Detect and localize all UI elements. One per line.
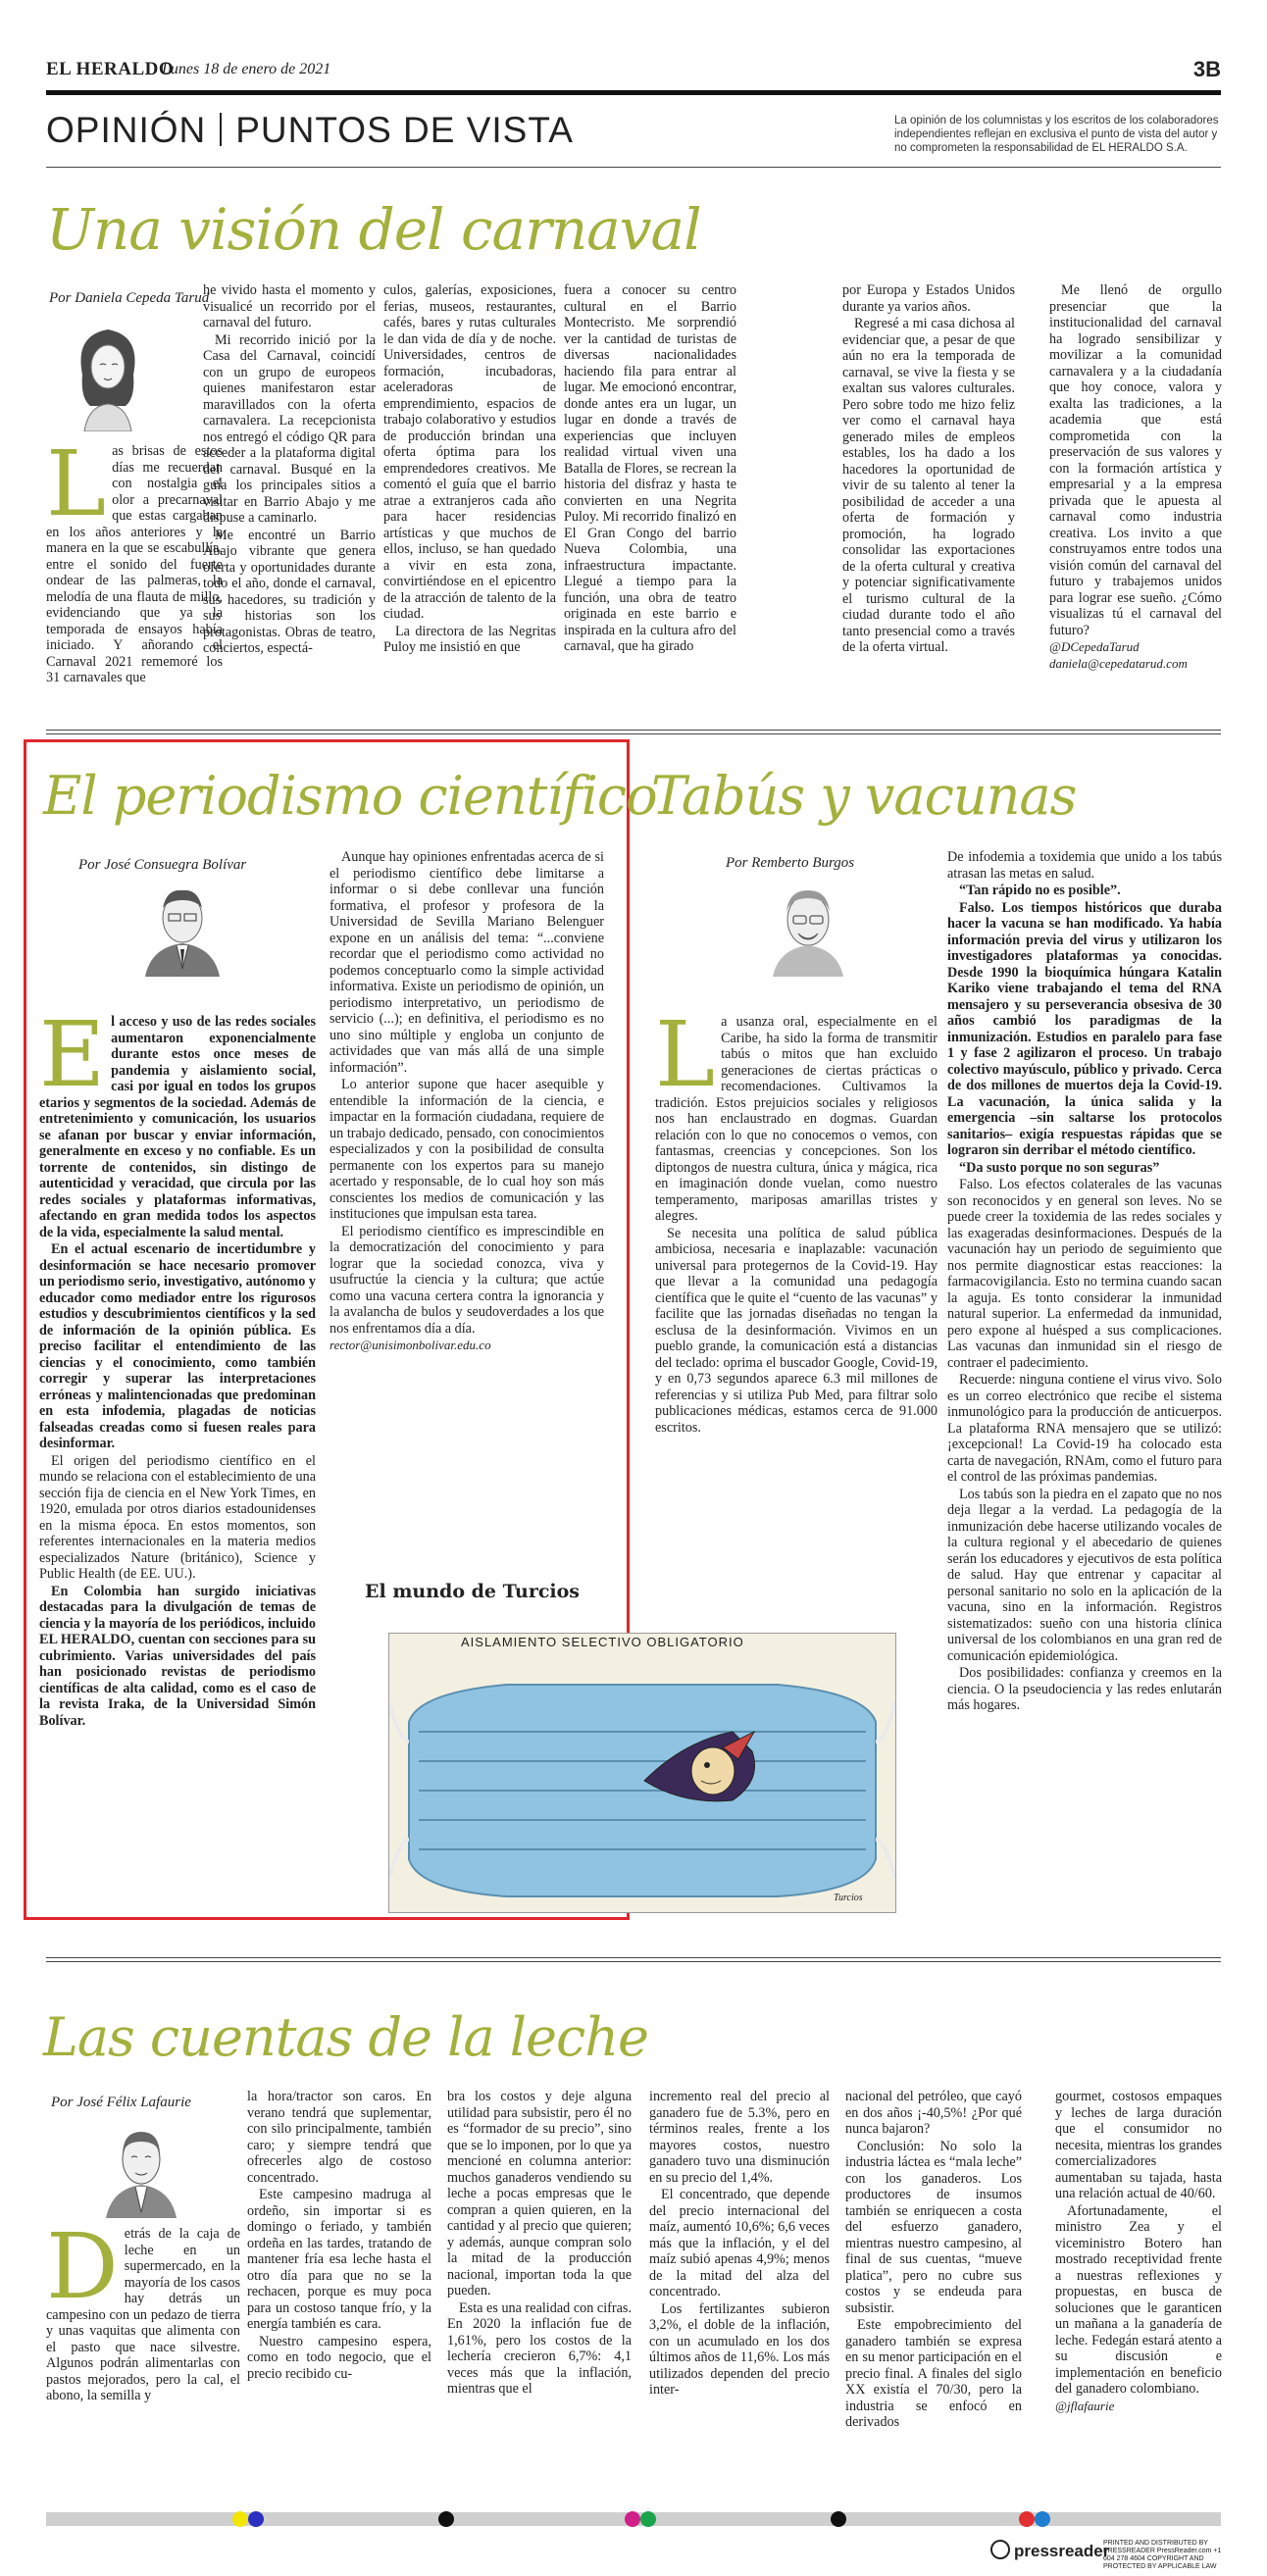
article-headline: Las cuentas de la leche <box>43 2006 648 2068</box>
author-email: daniela@cepedatarud.com <box>1049 655 1188 671</box>
registration-dot <box>625 2511 640 2527</box>
print-color-bar <box>46 2512 1221 2526</box>
paragraph: Este campesino madruga al ordeño, sin importar si es domingo o feriado, y también ordeña en las tardes, tratando de mantener fría esa leche hasta el otro día para que no se la rechacen, porque es muy poca para un costoso tanque frío, y la energía también es cara. <box>247 2187 431 2332</box>
paragraph: por Europa y Estados Unidos durante ya varios años. <box>842 282 1015 315</box>
paragraph: Regresé a mi casa dichosa al evidenciar que, a pesar de que aún no era la temporada de carnaval, se vive la fiesta y se exaltan sus valores culturales. Pero sobre todo me hizo feliz ver como el carnaval haya generado miles de empleos estables, los ha dado a los hacedores la oportunidad de vivir de su talento al tener la posibilidad de acceder a una oferta de formación y promoción, ha logrado consolidar las exportaciones de la oferta cultural y creativa y potenciar significativamente el turismo cultural de la ciudad durante todo el año tanto presencial como a través de la oferta virtual. <box>842 316 1015 655</box>
subheading: “Da susto porque no son seguras” <box>959 1159 1160 1176</box>
article-headline: Una visión del carnaval <box>46 196 701 263</box>
paragraph: Aunque hay opiniones enfrentadas acerca de si el periodismo científico debe limitarse a informar o si debe conllevar una función formativa, el profesor y profesora de la Universidad de Sevilla Mariano Belenguer expone en un análisis del tema: “...conviene recordar que el periodismo como actividad no podemos conceptuarlo como la simple actividad informativa. Existe un periodismo de opinión, un periodismo interpretativo, un periodismo de servicio (...); en definitiva, el periodismo es no uno sino múltiple y engloba un conjunto de actividades que van más allá de una simple información”. <box>329 849 604 1076</box>
paragraph: he vivido hasta el momento y visualicé un recorrido por el carnaval del futuro. <box>203 282 376 330</box>
article-column <box>39 1014 316 1906</box>
author-portrait <box>65 316 151 431</box>
paragraph: bra los costos y deje alguna utilidad para subsistir, pero él no es “formador de su precio”, sino que se lo imponen, por lo que ya mencioné en columna anterior: muchos ganaderos vendiendo su leche a pocas empresas que le compran a quien quieren, en la cantidad y al precio que quieren; y además, aunque compran solo la mitad de la producción nacional, importan toda la que pueden. <box>447 2089 632 2298</box>
article-column <box>842 282 1015 726</box>
cartoonist-signature: Turcios <box>834 1893 863 1903</box>
subheading: “Tan rápido no es posible”. <box>959 883 1121 898</box>
paragraph: Este empobrecimiento del ganadero también se expresa en su menor participación en el precio final. A finales del siglo XX existía el 70/30, pero la industria se enfocó en derivados <box>845 2317 1022 2430</box>
paragraph: Mi recorrido inició por la Casa del Carnaval, coincidí con un grupo de europeos quienes manifestaron estar maravillados con la oferta carnavalera. La recepcionista nos entregó el código QR para acceder a la plataforma digital del carnaval. Busqué en la guía los principales sitios a visitar en Barrio Abajo y me dispuse a caminarlo. <box>203 331 376 526</box>
registration-dot <box>232 2511 248 2527</box>
cartoon-title: El mundo de Turcios <box>365 1581 580 1602</box>
registration-dot <box>1019 2511 1035 2527</box>
paragraph: Lo anterior supone que hacer asequible y entendible la información de la ciencia, e impactar en la formación ciudadana, requiere de un trabajo dedicado, pensado, con conocimientos especializados y con la posibilidad de consulta permanente con los expertos para su manejo acertado y responsable, de lo cual hoy son más conscientes los medios de comunicación y las instituciones que impulsan esta tarea. <box>329 1077 604 1222</box>
article-byline: Por Daniela Cepeda Tarud <box>49 290 210 306</box>
registration-dot <box>1035 2511 1050 2527</box>
section-header <box>46 110 574 151</box>
paragraph: Falso. Los tiempos históricos que duraba hacer la vacuna se han modificado. Ya había información previa del virus y utilizaron los investigadores plataformas ya conocidas. Desde 1990 la bioquímica húngara Katalin Kariko viene trabajando el tema del RNA mensajero y su perseverancia obsesiva de 30 años cambió los paradigmas de la inmunización. Estudios en paralelo para fase 1 y fase 2 agilizaron el proceso. Un trabajo colectivo mayúsculo, público y privado. Cerca de dos millones de muertos deja la Covid-19. La vacunación, la única salida y la emergencia –sin saltarse los protocolos sanitarios– exigía respuestas rápidas que se lograron sin derribar el método científico. <box>947 899 1222 1158</box>
divider <box>46 733 1221 734</box>
paragraph: El periodismo científico es imprescindible en la democratización del conocimiento y para lograr que la sociedad conozca, viva y usufructúe la ciencia y la cultura; que actúe como una vacuna certera contra la ignorancia y la avalancha de bulos y seudoverdades a los que nos enfrentamos día a día. <box>329 1223 604 1337</box>
disclaimer: La opinión de los columnistas y los escritos de los colaboradores independientes reflejan en exclusiva el punto de vista del autor y no comprometen la responsabilidad de EL HERALDO S.A. <box>894 115 1219 154</box>
article-column <box>655 1014 938 1551</box>
paragraph: Conclusión: No solo la industria láctea es “mala leche” con los ganaderos. Los productores de insumos también se enriquecen a costa del esfuerzo ganadero, mientras nuestro campesino, al final de sus cuentas, “mueve platica”, pero no cubre sus costos y se endeuda para subsistir. <box>845 2138 1022 2316</box>
section-divider <box>220 113 222 146</box>
paragraph: El concentrado, que depende del precio internacional del maíz, aumentó 10,6%; 6,6 veces más que la inflación, y el del maíz subió apenas 4,9%; menos de la mitad del alza del concentrado. <box>649 2187 830 2299</box>
paragraph: En Colombia han surgido iniciativas destacadas para la divulgación de temas de ciencia y la mayoría de los periódicos, incluido EL HERALDO, cuentan con secciones para su cubrimiento. Varias universidades del país han posicionado revistas de periodismo científicas de alta calidad, como es el caso de la revista Iraka, de la Universidad Simón Bolívar. <box>39 1583 316 1729</box>
paragraph: nacional del petróleo, que cayó en dos años ¡-40,5%! ¿Por qué nunca bajaron? <box>845 2089 1022 2137</box>
article-byline: Por José Consuegra Bolívar <box>78 857 247 873</box>
article-column <box>1049 282 1222 726</box>
pressreader-icon <box>990 2540 1010 2559</box>
paragraph: l acceso y uso de las redes sociales aumentaron exponencialmente durante estos once meses de pandemia y aislamiento social, casi por igual en todos los grupos etarios y segmentos de la sociedad. Además de entretenimiento y comunicación, los usuarios se afanan por buscar y enviar información, generalmente en exceso y no confiable. Es un torrente de contenidos, sin distingo de autenticidad y veracidad, que circula por las redes sociales y plataformas informativas, afectando en gran medida todos los aspectos de la vida, especialmente la salud mental. <box>39 1014 316 1240</box>
divider <box>46 1961 1221 1962</box>
article-column <box>203 282 376 726</box>
paragraph: Los fertilizantes subieron 3,2%, el doble de la inflación, con un acumulado en los dos últimos años de 11,6%. Los más utilizados dependen del precio inter- <box>649 2300 830 2398</box>
paragraph: Falso. Los efectos colaterales de las vacunas son reconocidos y en general son leves. No se puede creer la toxidemia de las redes sociales y las exageradas desinformaciones. Después de la vacunación hay un periodo de seguimiento que nos permite diagnosticar estas reacciones: la farmacovigilancia. Esto no termina cuando sacan la aguja. Es tonto considerar la inmunidad natural superior. La enfermedad da inmunidad, pero expone al huésped a sus complicaciones. Las vacunas dan inmunidad sin el riesgo de contraer el padecimiento. <box>947 1177 1222 1371</box>
paragraph: fuera a conocer su centro cultural en el Barrio Montecristo. Me sorprendió ver la cantidad de turistas de diversas nacionalidades haciendo fila para entrar al lugar. Me emocionó encontrar, donde antes era un lugar, un lugar en donde a través de experiencias que incluyen realidad virtual viven una Batalla de Flores, se recrean la historia del disfraz y hasta te convierten en una Negrita Puloy. Mi recorrido finalizó en El Gran Congo del barrio Nueva Colombia, una infraestructura impactante. Llegué a tiempo para la función, una obra de teatro originada en este barrio e inspirada en la cultura afro del carnaval, que ha girado <box>564 282 736 654</box>
paragraph: Afortunadamente, el ministro Zea y el viceministro Botero han mostrado receptividad frente a nuestras reflexiones y propuestas, en busca de soluciones que le garanticen un mañana a la ganadería de leche. Fedegán estará atento a su discusión e implementación en beneficio del ganadero colombiano. <box>1055 2202 1222 2397</box>
paragraph: culos, galerías, exposiciones, ferias, museos, restaurantes, cafés, bares y rutas culturales le dan vida de día y de noche. Universidades, centros de formación, incubadoras, aceleradoras de emprendimiento, espacios de trabajo colaborativo y estudios de producción brindan una oferta óptima para los emprendedores creativos. Me comentó el guía que el barrio atrae a extranjeros cada año para hacer residencias artísticas y que muchos de ellos, incluso, se han quedado a vivir en esta zona, convirtiéndose en el epicentro de la atracción de talento de la ciudad. <box>383 282 556 622</box>
article-column <box>947 849 1222 1908</box>
paragraph: incremento real del precio al ganadero fue de 5.3%, pero en términos reales, frente a los mayores costos, nuestro ganadero tuvo una disminución en su precio del 1,4%. <box>649 2089 830 2186</box>
article-column <box>1055 2089 1222 2510</box>
article-column <box>329 849 604 1581</box>
paragraph: etrás de la caja de leche en un supermercado, en la mayoría de los casos hay detrás un campesino con un pedazo de tierra y unas vaquitas que alimenta con el pasto que nace silvestre. Algunos podrán alimentarlas con pastos mejorados, pero la cal, el abono, la semilla y <box>46 2226 240 2403</box>
masthead <box>46 57 1221 86</box>
registration-dot <box>248 2511 264 2527</box>
section-subtitle: PUNTOS DE VISTA <box>235 110 574 150</box>
article-column <box>383 282 556 726</box>
paragraph: En el actual escenario de incertidumbre y desinformación se hace necesario promover un periodismo serio, investigativo, autónomo y educador como mediador entre los rigurosos estudios y descubrimientos científicos y la sed de información de la opinión pública. Es preciso facilitar el entendimiento de las ciencias y el conocimiento, como también corregir y superar las interpretaciones erróneas y malintencionadas que predominan en esta infodemia, plagadas de noticias falseadas creadas como si fuesen reales para desinformar. <box>39 1241 316 1451</box>
paragraph: Esta es una realidad con cifras. En 2020 la inflación fue de 1,61%, pero los costos de la lechería crecieron 6,7%: 4,1 veces más que la inflación, mientras que el <box>447 2299 632 2397</box>
issue-date: Lunes 18 de enero de 2021 <box>162 61 331 77</box>
logo-text: pressreader <box>1014 2542 1110 2560</box>
author-portrait <box>98 2118 184 2218</box>
paragraph: as brisas de estos días me recuerdan con nostalgia el olor a precarnaval que estas cargaban en los años anteriores y la manera en la que se escabullía, entre el sonido del fuerte ondear de las palmeras, la melodía de una flauta de millo, evidenciando que ya la temporada de ensayos había iniciado. Y añorando el Carnaval 2021 rememoré los 31 carnavales que <box>46 443 223 685</box>
drop-cap: L <box>655 1014 716 1107</box>
article-column <box>46 2226 240 2510</box>
drop-cap: E <box>39 1014 106 1107</box>
divider <box>46 1957 1221 1958</box>
article-column <box>46 443 223 728</box>
article-column <box>447 2089 632 2510</box>
paragraph: gourmet, costosos empaques y leches de larga duración que el consumidor no necesita, mientras los grandes comercializadores aumentaban su tajada, hasta una relación actual de 40/60. <box>1055 2089 1222 2201</box>
pressreader-logo <box>990 2540 1109 2561</box>
paragraph: La directora de las Negritas Puloy me insistió en que <box>383 623 556 655</box>
divider <box>46 167 1221 168</box>
distribution-note: PRINTED AND DISTRIBUTED BY PRESSREADER PressReader.com +1 604 278 4604 COPYRIGHT AND PROTECTED BY APPLICABLE LAW <box>1103 2540 1222 2570</box>
drop-cap: L <box>46 443 107 536</box>
paragraph: De infodemia a toxidemia que unido a los tabús atrasan las metas en salud. <box>947 849 1222 882</box>
author-portrait <box>137 879 228 977</box>
paragraph: Nuestro campesino espera, como en todo negocio, que el precio recibido cu- <box>247 2333 431 2382</box>
newspaper-name: EL HERALDO <box>46 59 175 79</box>
article-column <box>564 282 736 726</box>
author-email: rector@unisimonbolivar.edu.co <box>329 1338 491 1352</box>
article-byline: Por José Félix Lafaurie <box>51 2095 191 2110</box>
page-number: 3B <box>1192 57 1221 81</box>
paragraph: Dos posibilidades: confianza y creemos en la ciencia. O la pseudociencia y las redes enlutarán más hogares. <box>947 1665 1222 1713</box>
article-column <box>649 2089 830 2510</box>
paragraph: Recuerde: ninguna contiene el virus vivo. Solo es un correo electrónico que recibe el sistema inmunológico para la producción de anticuerpos. La plataforma RNA mensajero que se utilizó: ¡excepcional! La Covid-19 ha colocado esta carta de navegación, RNAm, como el futuro para el control de las próximas pandemias. <box>947 1372 1222 1485</box>
article-column <box>247 2089 431 2510</box>
section-title: OPINIÓN <box>46 110 207 150</box>
paragraph: Me llenó de orgullo presenciar que la institucionalidad del carnaval ha logrado sensibilizar y movilizar a la comunidad carnavalera y a la ciudadanía que hoy conoce, valora y exalta las tradiciones, a la academia que está comprometida con la preservación de sus valores y con la formación artística y empresarial y a la empresa privada que le apuesta al carnaval como industria creativa. Los invito a que construyamos entre todos una visión común del carnaval del futuro y trabajemos unidos para lograr ese sueño. ¿Cómo visualizas tú el carnaval del futuro? <box>1049 282 1222 638</box>
article-byline: Por Remberto Burgos <box>726 855 855 871</box>
paragraph: la hora/tractor son caros. En verano tendrá que suplementar, con silo principalmente, también caro; y siempre tendrá que ofrecerles algo de costoso concentrado. <box>247 2089 431 2186</box>
article-headline: Tabús y vacunas <box>651 765 1077 827</box>
paragraph: a usanza oral, especialmente en el Caribe, ha sido la forma de transmitir tabús o mitos que han excluido generaciones de ciertas prácticas o recomendaciones. Cultivamos la tradición. Estos prejuicios sociales y religiosos nos han enclaustrado en dogmas. Guardan relación con lo que no conocemos o vemos, con fantasmas, creencias y concepciones. Son los diptongos de nuestra cultura, única y mágica, rica en imaginación donde vuelan, como nuestro temperamento, mariposas amarillas tristes y alegres. <box>655 1014 938 1224</box>
divider <box>46 730 1221 731</box>
author-handle: @jflafaurie <box>1055 2398 1115 2413</box>
registration-dot <box>438 2511 454 2527</box>
registration-dot <box>640 2511 656 2527</box>
editorial-cartoon <box>388 1633 896 1913</box>
drop-cap: D <box>46 2226 119 2319</box>
author-portrait <box>763 879 853 977</box>
article-column <box>845 2089 1022 2510</box>
masthead-rule <box>46 90 1221 95</box>
paragraph: Se necesita una política de salud pública ambiciosa, necesaria e inaplazable: vacunación universal para protegernos de la Covid-19. Hay que llevar a la comunidad una pedagogía científica que le quite el “cuento de las vacunas” y facilite que las jornadas diseñadas no tengan la esclusa de la desinformación. Vivimos en un pueblo grande, la comunicación está a distancias del teclado: oprima el buscador Google, Covid-19, y en 0,73 segundos aparece 6.3 mil millones de referencias y si utiliza Pub Med, para filtrar solo publicaciones médicas, estamos cerca de 91.000 escritos. <box>655 1225 938 1436</box>
paragraph: Me encontré un Barrio Abajo vibrante que genera oferta y oportunidades durante todo el año, donde el carnaval, sus hacedores, su tradición y sus historias son los protagonistas. Obras de teatro, conciertos, espectá- <box>203 527 376 656</box>
paragraph: Los tabús son la piedra en el zapato que no nos deja llegar a la verdad. La pedagogía de la inmunización debe hacerse utilizando vocales de la cultura regional y el abecedario de quienes serán los educadores y ejecutivos de esta política de salud. Hay que entrenar y capacitar al personal sanitario no solo en la aplicación de la vacuna, sino en la información. Registros sistematizados: sueño con una historia clínica universal de los colombianos en una gran red de comunicación epidemiológica. <box>947 1486 1222 1664</box>
article-headline: El periodismo científico <box>43 765 657 827</box>
paragraph: El origen del periodismo científico en el mundo se relaciona con el establecimiento de una sección fija de ciencia en el New York Times, en 1920, emulada por otros diarios estadounidenses en la misma época. En estos momentos, son referentes internacionales en la materia medios especializados Nature (británico), Science y Public Health (de EE. UU.). <box>39 1452 316 1582</box>
author-handle: @DCepedaTarud <box>1049 639 1140 654</box>
cartoon-caption: AISLAMIENTO SELECTIVO OBLIGATORIO <box>461 1635 744 1649</box>
registration-dot <box>831 2511 846 2527</box>
